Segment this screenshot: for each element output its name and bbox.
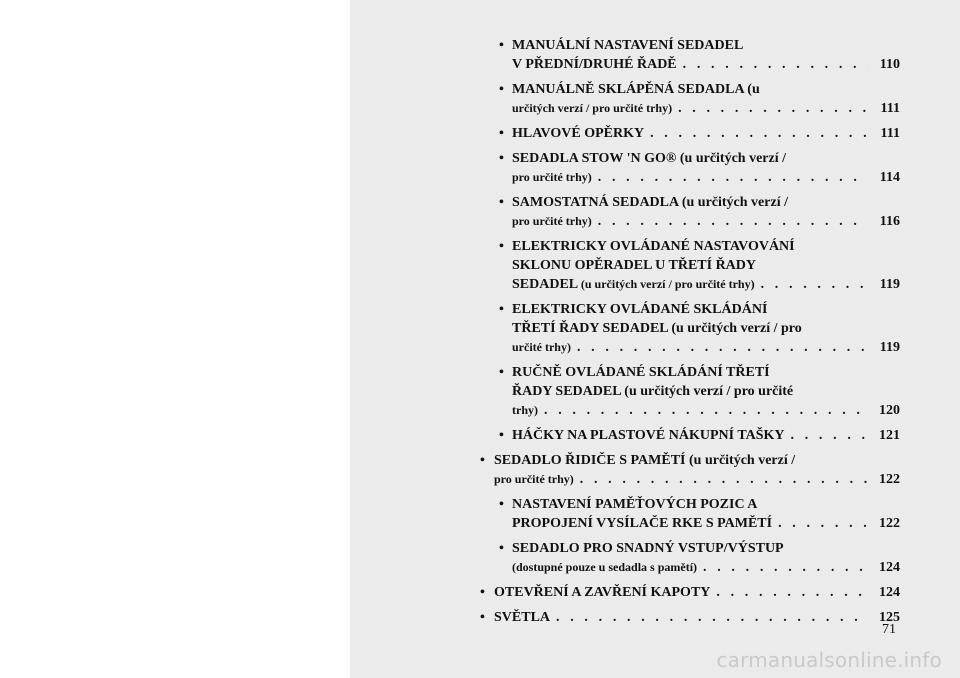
bullet-icon: • [499,195,504,210]
toc-page-number[interactable]: 119 [879,277,900,292]
toc-entry-line: ELEKTRICKY OVLÁDANÉ NASTAVOVÁNÍ [512,239,795,254]
toc-page-number[interactable]: 110 [879,57,900,72]
toc-entry-note: pro určité trhy) [512,214,592,228]
toc-entry-line [512,426,900,445]
dot-leader [544,401,868,420]
toc-entry-line: MANUÁLNÍ NASTAVENÍ SEDADEL [512,38,744,53]
dot-leader [556,608,868,627]
bullet-icon: • [499,497,504,512]
toc-entry-title [494,470,574,489]
toc-entry-title [512,99,672,118]
toc-entry-title [512,558,697,577]
dot-leader [598,212,868,231]
toc-entry[interactable] [480,426,900,445]
toc-entry-title: OTEVŘENÍ A ZAVŘENÍ KAPOTY [494,585,711,600]
toc-entry-line [494,583,900,602]
toc-entry[interactable] [480,451,900,489]
toc-page-number[interactable]: 121 [879,428,900,443]
toc-entry-line [512,514,900,533]
toc-entry[interactable] [480,149,900,187]
watermark: carmanualsonline.info [716,648,942,672]
bullet-icon: • [499,365,504,380]
toc-page-number[interactable]: 111 [880,126,900,141]
toc-entry-line [494,608,900,627]
bullet-icon: • [480,610,485,625]
toc-entry-line [512,55,900,74]
toc-entry[interactable] [480,80,900,118]
toc-entry-line: ELEKTRICKY OVLÁDANÉ SKLÁDÁNÍ [512,302,768,317]
toc-page-number[interactable]: 116 [879,214,900,229]
toc-entry-note: určitých verzí / pro určité trhy) [512,101,673,115]
dot-leader [580,470,868,489]
dot-leader [683,55,868,74]
toc-entry[interactable] [480,608,900,627]
toc-entry-line [512,124,900,143]
toc-page-number[interactable]: 124 [879,585,900,600]
toc-page-number[interactable]: 122 [879,516,900,531]
toc-page-number[interactable]: 114 [879,170,900,185]
dot-leader [577,338,868,357]
toc-entry[interactable] [480,363,900,420]
bullet-icon: • [480,585,485,600]
toc-entry-line: SEDADLO PRO SNADNÝ VSTUP/VÝSTUP [512,541,784,556]
bullet-icon: • [499,541,504,556]
toc-entry-line: MANUÁLNĚ SKLÁPĚNÁ SEDADLA (u [512,82,760,97]
toc-entry-line: ŘADY SEDADEL (u určitých verzí / pro určité [512,384,794,399]
toc-entry-title [512,168,592,187]
left-blank-area [0,0,350,678]
bullet-icon: • [480,453,485,468]
toc-entry[interactable] [480,583,900,602]
toc-page-number[interactable]: 122 [879,472,900,487]
toc-entry[interactable] [480,124,900,143]
toc-page-number[interactable]: 120 [879,403,900,418]
toc-entry-line: SEDADLA STOW 'N GO® (u určitých verzí / [512,151,787,166]
toc-entry-note: pro určité trhy) [494,472,574,486]
table-of-contents [480,36,900,633]
toc-entry[interactable] [480,300,900,357]
toc-entry-note: určité trhy) [512,340,571,354]
toc-entry-note: (u určitých verzí / pro určité trhy) [580,277,755,291]
bullet-icon: • [499,38,504,53]
bullet-icon: • [499,428,504,443]
dot-leader [703,558,868,577]
toc-entry-line [512,401,900,420]
toc-entry-title: HÁČKY NA PLASTOVÉ NÁKUPNÍ TAŠKY [512,428,785,443]
toc-entry[interactable] [480,36,900,74]
bullet-icon: • [499,151,504,166]
toc-entry-line: SAMOSTATNÁ SEDADLA (u určitých verzí / [512,195,788,210]
toc-entry-title: HLAVOVÉ OPĚRKY [512,126,645,141]
dot-leader [678,99,868,118]
toc-page-number[interactable]: 125 [879,610,900,625]
toc-entry-line: SKLONU OPĚRADEL U TŘETÍ ŘADY [512,258,757,273]
dot-leader [761,275,868,294]
bullet-icon: • [499,82,504,97]
toc-entry[interactable] [480,495,900,533]
toc-entry-line: SEDADLO ŘIDIČE S PAMĚTÍ (u určitých verzí / [494,453,796,468]
bullet-icon: • [499,302,504,317]
toc-entry-title [512,212,592,231]
toc-entry-line [512,168,900,187]
toc-page-number[interactable]: 119 [879,340,900,355]
toc-entry-line [512,99,900,118]
toc-entry-title: SVĚTLA [494,610,551,625]
dot-leader [791,426,868,445]
dot-leader [716,583,868,602]
toc-entry-title: PROPOJENÍ VYSÍLAČE RKE S PAMĚTÍ [512,516,773,531]
toc-entry-title: V PŘEDNÍ/DRUHÉ ŘADĚ [512,57,677,72]
toc-entry-note: trhy) [512,403,538,417]
page-number: 71 [882,622,896,637]
manual-page [350,0,960,678]
toc-entry-note: pro určité trhy) [512,170,592,184]
toc-entry-line: TŘETÍ ŘADY SEDADEL (u určitých verzí / pro [512,321,802,336]
toc-page-number[interactable]: 124 [879,560,900,575]
toc-entry-line [494,470,900,489]
toc-entry-note: (dostupné pouze u sedadla s pamětí) [512,560,698,574]
toc-entry[interactable] [480,237,900,294]
dot-leader [598,168,868,187]
toc-entry-line [512,558,900,577]
toc-entry-line [512,275,900,294]
toc-entry-line: NASTAVENÍ PAMĚŤOVÝCH POZIC A [512,497,758,512]
toc-entry[interactable] [480,539,900,577]
toc-entry-line [512,212,900,231]
bullet-icon: • [499,239,504,254]
dot-leader [778,514,868,533]
toc-entry-title [512,338,571,357]
toc-entry-line [512,338,900,357]
toc-entry-title [512,401,538,420]
toc-entry-line: RUČNĚ OVLÁDANÉ SKLÁDÁNÍ TŘETÍ [512,365,770,380]
dot-leader [650,124,868,143]
toc-entry-title: SEDADEL (u určitých verzí / pro určité trhy) [512,277,755,292]
toc-entry[interactable] [480,193,900,231]
toc-page-number[interactable]: 111 [880,101,900,116]
bullet-icon: • [499,126,504,141]
